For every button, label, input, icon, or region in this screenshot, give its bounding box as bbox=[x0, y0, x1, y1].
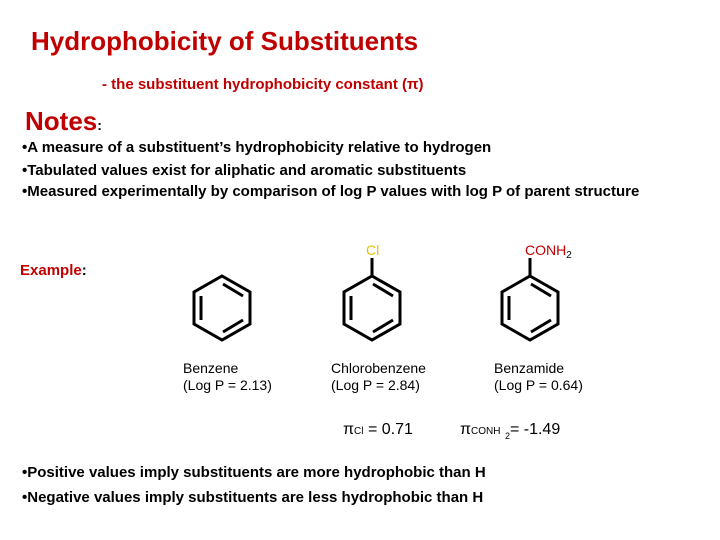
compound-name: Benzamide bbox=[494, 360, 565, 376]
amide-substituent-subscript: 2 bbox=[566, 250, 572, 261]
notes-heading-label: Notes bbox=[25, 106, 98, 136]
compound-caption bbox=[331, 360, 426, 394]
note-item: •Tabulated values exist for aliphatic and aromatic substituents bbox=[22, 162, 467, 179]
page-title: Hydrophobicity of Substituents bbox=[31, 26, 419, 56]
note-item: •A measure of a substituent’s hydrophobicity relative to hydrogen bbox=[22, 139, 492, 156]
pi-symbol: π bbox=[343, 421, 355, 438]
pi-value: = 0.71 bbox=[363, 421, 413, 438]
example-label-colon: : bbox=[81, 262, 87, 279]
benzene-structure bbox=[190, 272, 254, 344]
pi-subscript: CONH bbox=[471, 426, 501, 437]
bottom-note: •Positive values imply substituents are more hydrophobic than H bbox=[22, 464, 486, 481]
compound-name: Benzene bbox=[183, 360, 239, 376]
compound-caption bbox=[183, 360, 272, 394]
example-label-text: Example bbox=[20, 262, 82, 279]
chlorine-substituent-label: Cl bbox=[366, 242, 380, 258]
notes-heading bbox=[25, 106, 102, 137]
bottom-note: •Negative values imply substituents are less hydrophobic than H bbox=[22, 489, 484, 506]
pi-subscript: Cl bbox=[354, 426, 364, 437]
compound-name: Chlorobenzene bbox=[331, 360, 426, 376]
compound-logp: (Log P = 0.64) bbox=[494, 377, 583, 393]
compound-caption bbox=[494, 360, 583, 394]
subtitle: - the substituent hydrophobicity constant (π) bbox=[102, 76, 424, 93]
compound-logp: (Log P = 2.84) bbox=[331, 377, 420, 393]
pi-amide-value bbox=[460, 421, 560, 441]
benzamide-structure bbox=[498, 258, 562, 344]
pi-subscript-2: 2 bbox=[504, 431, 510, 441]
example-label bbox=[20, 262, 87, 279]
pi-value: = -1.49 bbox=[509, 421, 561, 438]
chlorobenzene-structure bbox=[340, 258, 404, 344]
compound-logp: (Log P = 2.13) bbox=[183, 377, 272, 393]
note-item: •Measured experimentally by comparison of log P values with log P of parent structure bbox=[22, 183, 640, 200]
notes-heading-colon: : bbox=[97, 117, 102, 133]
amide-substituent-main: CONH bbox=[525, 242, 567, 258]
pi-chlorine-value bbox=[343, 421, 413, 439]
pi-symbol: π bbox=[460, 421, 472, 438]
